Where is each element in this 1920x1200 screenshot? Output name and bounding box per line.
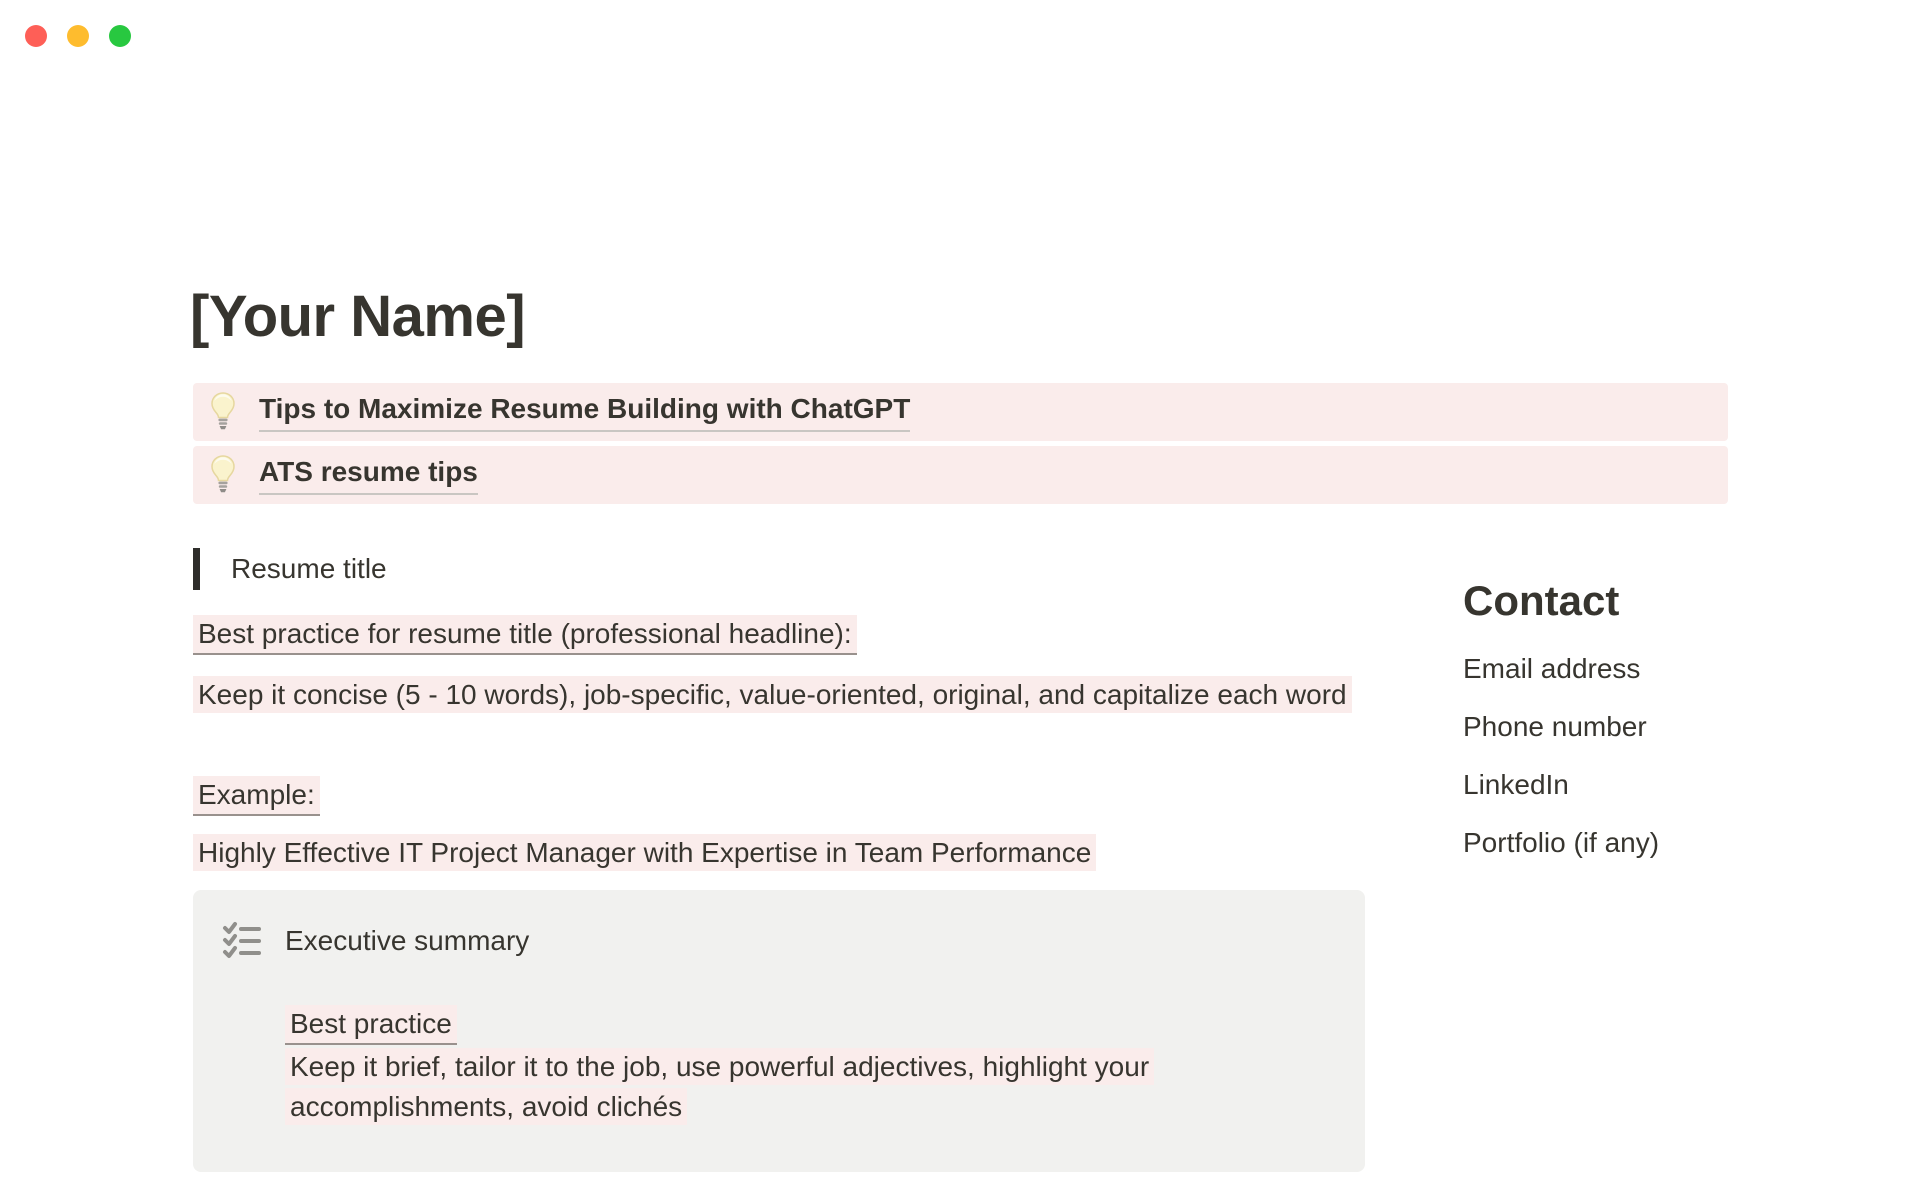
checklist-icon (222, 921, 262, 961)
zoom-button[interactable] (109, 25, 131, 47)
contact-heading[interactable]: Contact (1463, 577, 1620, 624)
example-body[interactable] (193, 832, 1096, 874)
example-body-text: Highly Effective IT Project Manager with Expertise in Team Performance (193, 834, 1096, 871)
page-title[interactable]: [Your Name] (190, 284, 526, 349)
best-practice-body-text: Keep it concise (5 - 10 words), job-specific, value-oriented, original, and capitalize each word (193, 676, 1352, 713)
executive-summary-body (285, 1009, 1305, 1127)
tip-callout-ats[interactable] (193, 446, 1728, 504)
minimize-button[interactable] (67, 25, 89, 47)
tip-link-chatgpt[interactable]: Tips to Maximize Resume Building with ChatGPT (259, 393, 910, 432)
quote-block[interactable] (193, 548, 387, 590)
best-practice-heading-link[interactable]: Best practice for resume title (professional headline): (193, 615, 857, 655)
quote-bar (193, 548, 200, 590)
best-practice-body[interactable] (193, 674, 1353, 716)
executive-summary-title: Executive summary (285, 925, 530, 956)
summary-body-paragraph[interactable] (285, 1047, 1305, 1127)
best-practice-heading[interactable] (193, 613, 857, 655)
summary-best-practice-link[interactable]: Best practice (285, 1005, 457, 1045)
lightbulb-icon (210, 455, 236, 495)
summary-best-practice-row[interactable] (285, 1009, 1305, 1039)
window-controls (25, 25, 131, 47)
contact-section (1463, 577, 1793, 887)
tip-link-ats[interactable]: ATS resume tips (259, 456, 478, 495)
summary-body-text: Keep it brief, tailor it to the job, use powerful adjectives, highlight your accomplishments, avoid clichés (285, 1048, 1154, 1125)
contact-item-portfolio[interactable]: Portfolio (if any) (1463, 827, 1660, 858)
executive-summary-block[interactable] (193, 890, 1365, 1172)
example-label[interactable] (193, 774, 320, 816)
executive-summary-header[interactable] (222, 921, 1305, 961)
quote-text: Resume title (231, 553, 387, 584)
tip-callout-chatgpt[interactable] (193, 383, 1728, 441)
lightbulb-icon (210, 392, 236, 432)
contact-item-email[interactable]: Email address (1463, 653, 1641, 684)
close-button[interactable] (25, 25, 47, 47)
example-label-link[interactable]: Example: (193, 776, 320, 816)
contact-item-linkedin[interactable]: LinkedIn (1463, 769, 1569, 800)
contact-item-phone[interactable]: Phone number (1463, 711, 1647, 742)
